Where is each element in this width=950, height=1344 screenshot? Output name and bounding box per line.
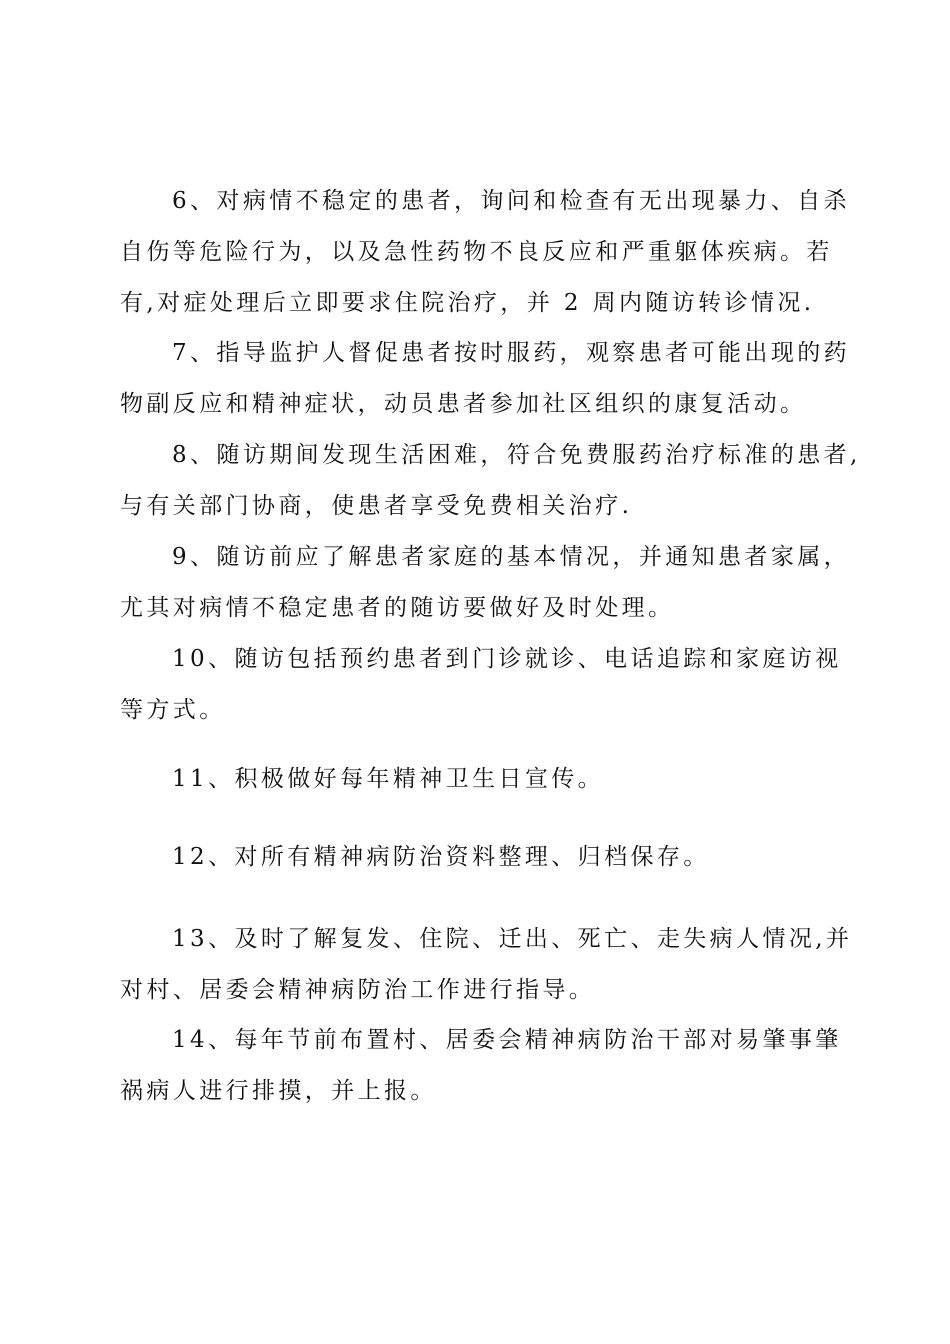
item-11-line-1: 11、积极做好每年精神卫生日宣传。 [172, 766, 605, 792]
item-10-line-2: 等方式。 [120, 697, 226, 723]
item-7-line-1: 7、指导监护人督促患者按时服药，观察患者可能出现的药 [172, 340, 851, 366]
item-8-line-1: 8、随访期间发现生活困难，符合免费服药治疗标准的患者, [172, 442, 861, 468]
item-10-line-1: 10、随访包括预约患者到门诊就诊、电话追踪和家庭访视 [172, 646, 842, 672]
item-9-line-2: 尤其对病情不稳定患者的随访要做好及时处理。 [120, 595, 675, 621]
item-6-line-3: 有,对症处理后立即要求住院治疗，并 2 周内随访转诊情况. [120, 290, 815, 316]
item-7-line-2: 物副反应和精神症状，动员患者参加社区组织的康复活动。 [120, 391, 807, 417]
item-13-line-1: 13、及时了解复发、住院、迁出、死亡、走失病人情况,并 [172, 926, 853, 952]
item-14-line-1: 14、每年节前布置村、居委会精神病防治干部对易肇事肇 [172, 1027, 842, 1053]
item-12-line-1: 12、对所有精神病防治资料整理、归档保存。 [172, 844, 710, 870]
item-6-line-2: 自伤等危险行为，以及急性药物不良反应和严重躯体疾病。若 [120, 239, 833, 265]
item-8-line-2: 与有关部门协商，使患者享受免费相关治疗. [120, 493, 633, 519]
item-13-line-2: 对村、居委会精神病防治工作进行指导。 [120, 977, 596, 1003]
item-14-line-2: 祸病人进行排摸，并上报。 [120, 1078, 437, 1104]
item-6-line-1: 6、对病情不稳定的患者，询问和检查有无出现暴力、自杀 [172, 188, 851, 214]
item-9-line-1: 9、随访前应了解患者家庭的基本情况，并通知患者家属， [172, 544, 851, 570]
